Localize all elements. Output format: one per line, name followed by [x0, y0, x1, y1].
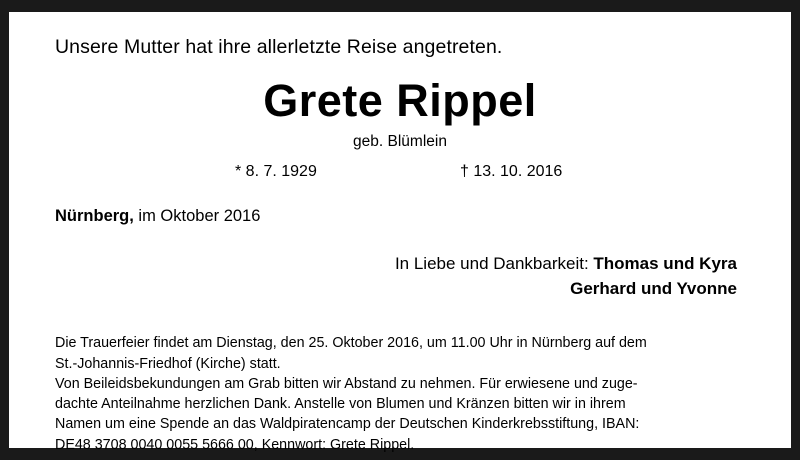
dedication-first-line	[55, 252, 737, 277]
funeral-details	[55, 333, 745, 455]
dedication-intro: In Liebe und Dankbarkeit:	[394, 254, 594, 273]
birth-date: * 8. 7. 1929	[235, 163, 317, 180]
notice-content	[9, 12, 791, 453]
place-and-date	[55, 207, 745, 226]
paragraph-1-line-2: St.-Johannis-Friedhof (Kirche) statt.	[55, 355, 281, 372]
maiden-name: geb. Blümlein	[353, 133, 447, 150]
paragraph-2-line-1: Von Beileidsbekundungen am Grab bitten wir Abstand zu nehmen. Für erwiesene und zuge-	[55, 375, 638, 392]
paragraph-2-line-2: dachte Anteilnahme herzlichen Dank. Anstelle von Blumen und Kränzen bitten wir in ihrem	[55, 396, 626, 413]
death-date: † 13. 10. 2016	[460, 163, 563, 180]
paragraph-2-line-4: DE48 3708 0040 0055 5666 00, Kennwort: Grete Rippel.	[55, 436, 415, 453]
paragraph-1-line-1: Die Trauerfeier findet am Dienstag, den 25. Oktober 2016, um 11.00 Uhr in Nürnberg auf dem	[55, 335, 647, 352]
opening-line: Unsere Mutter hat ihre allerletzte Reise angetreten.	[55, 36, 503, 58]
notice-date: im Oktober 2016	[133, 207, 261, 225]
dedication-block	[55, 252, 737, 301]
dedication-names-2: Gerhard und Yvonne	[570, 278, 737, 298]
city-label: Nürnberg,	[55, 207, 134, 225]
deceased-name: Grete Rippel	[263, 75, 537, 126]
life-dates	[55, 163, 745, 185]
paragraph-2-line-3: Namen um eine Spende an das Waldpiratencamp der Deutschen Kinderkrebsstiftung, IBAN:	[55, 416, 640, 433]
dedication-names-1: Thomas und Kyra	[593, 254, 737, 273]
